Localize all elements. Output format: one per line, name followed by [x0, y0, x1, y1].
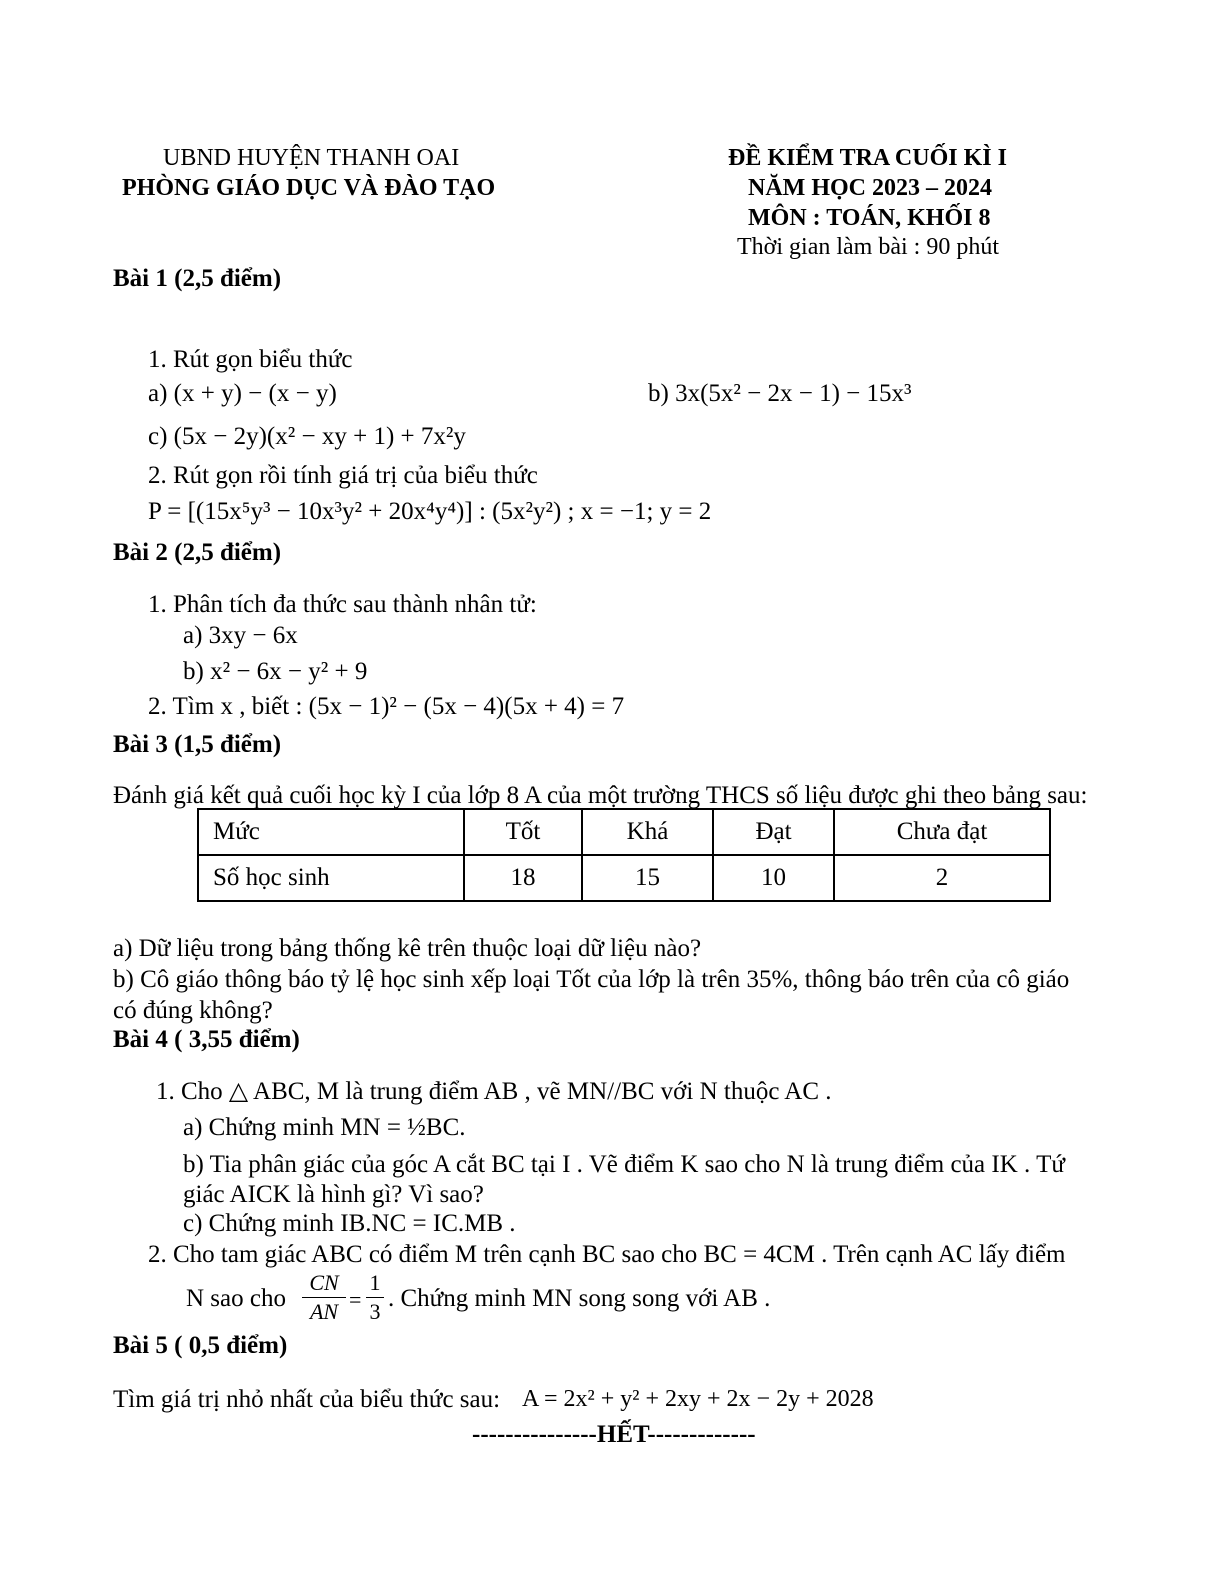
- header-duration: Thời gian làm bài : 90 phút: [737, 234, 999, 260]
- header-exam-title: ĐỀ KIỂM TRA CUỐI KÌ I: [728, 145, 1007, 171]
- bai2-question2: 2. Tìm x , biết : (5x − 1)² − (5x − 4)(5x + 4) = 7: [148, 693, 625, 720]
- bai4-question1b-line1: b) Tia phân giác của góc A cắt BC tại I . Vẽ điểm K sao cho N là trung điểm của IK . Tứ: [183, 1151, 1065, 1178]
- header-subject: MÔN : TOÁN, KHỐI 8: [748, 205, 991, 231]
- bai5-expression: A = 2x² + y² + 2xy + 2x − 2y + 2028: [522, 1386, 874, 1412]
- bai3-question-b-line2: có đúng không?: [113, 997, 273, 1024]
- table-cell: 10: [713, 855, 834, 901]
- table-header-cell: Chưa đạt: [834, 809, 1050, 855]
- table-cell: 18: [464, 855, 582, 901]
- bai3-question-a: a) Dữ liệu trong bảng thống kê trên thuộc loại dữ liệu nào?: [113, 935, 702, 962]
- table-header-cell: Tốt: [464, 809, 582, 855]
- bai2-question1b: b) x² − 6x − y² + 9: [183, 658, 368, 685]
- header-school-year: NĂM HỌC 2023 – 2024: [748, 175, 992, 201]
- bai3-intro: Đánh giá kết quả cuối học kỳ I của lớp 8 A của một trường THCS số liệu được ghi theo bảng sau:: [113, 782, 1088, 809]
- bai4-question1a: a) Chứng minh MN = ½BC.: [183, 1114, 466, 1141]
- fraction-denominator: AN: [309, 1299, 339, 1324]
- bai4-question1: 1. Cho △ ABC, M là trung điểm AB , vẽ MN//BC với N thuộc AC .: [156, 1078, 832, 1105]
- table-cell: 2: [834, 855, 1050, 901]
- table-cell: 15: [582, 855, 713, 901]
- bai2-question1: 1. Phân tích đa thức sau thành nhân tử:: [148, 591, 537, 618]
- bai4-question2-prefix: N sao cho: [186, 1285, 286, 1312]
- bai4-question1c: c) Chứng minh IB.NC = IC.MB .: [183, 1210, 516, 1237]
- bai2-question1a: a) 3xy − 6x: [183, 622, 298, 649]
- header-district: UBND HUYỆN THANH OAI: [163, 145, 460, 171]
- bai4-question1b-line2: giác AICK là hình gì? Vì sao?: [183, 1181, 484, 1208]
- fraction-bar: [366, 1297, 384, 1298]
- section-title-bai5: Bài 5 ( 0,5 điểm): [113, 1332, 288, 1359]
- bai4-question2-line1: 2. Cho tam giác ABC có điểm M trên cạnh BC sao cho BC = 4CM . Trên cạnh AC lấy điểm: [148, 1241, 1066, 1268]
- fraction-numerator: 1: [369, 1270, 381, 1295]
- results-table: [197, 808, 1051, 902]
- fraction-one-third: [366, 1272, 384, 1323]
- bai1-question1a: a) (x + y) − (x − y): [148, 380, 337, 407]
- fraction-cn-an: [302, 1272, 346, 1323]
- table-header-cell: Mức: [198, 809, 464, 855]
- table-cell: Số học sinh: [198, 855, 464, 901]
- header-department: PHÒNG GIÁO DỤC VÀ ĐÀO TẠO: [122, 175, 496, 201]
- table-header-cell: Khá: [582, 809, 713, 855]
- bai5-text: Tìm giá trị nhỏ nhất của biểu thức sau:: [113, 1386, 501, 1413]
- section-title-bai4: Bài 4 ( 3,55 điểm): [113, 1026, 300, 1053]
- bai4-question2-suffix: . Chứng minh MN song song với AB .: [388, 1285, 771, 1312]
- fraction-bar: [302, 1297, 346, 1298]
- table-header-row: [198, 809, 1050, 855]
- bai1-question1: 1. Rút gọn biểu thức: [148, 346, 353, 373]
- table-row: [198, 855, 1050, 901]
- fraction-equals: =: [349, 1287, 362, 1312]
- section-title-bai1: Bài 1 (2,5 điểm): [113, 265, 282, 292]
- bai3-question-b-line1: b) Cô giáo thông báo tỷ lệ học sinh xếp loại Tốt của lớp là trên 35%, thông báo trên của cô giáo: [113, 966, 1070, 993]
- section-title-bai2: Bài 2 (2,5 điểm): [113, 539, 282, 566]
- bai1-question1c: c) (5x − 2y)(x² − xy + 1) + 7x²y: [148, 423, 466, 450]
- bai1-question1b: b) 3x(5x² − 2x − 1) − 15x³: [648, 380, 912, 407]
- table-header-cell: Đạt: [713, 809, 834, 855]
- fraction-denominator: 3: [369, 1299, 381, 1324]
- bai1-question2-expression: P = [(15x⁵y³ − 10x³y² + 20x⁴y⁴)] : (5x²y²) ; x = −1; y = 2: [148, 498, 712, 525]
- fraction-numerator: CN: [309, 1270, 339, 1295]
- end-marker: ---------------HẾT-------------: [472, 1421, 756, 1448]
- bai1-question2: 2. Rút gọn rồi tính giá trị của biểu thức: [148, 462, 538, 489]
- section-title-bai3: Bài 3 (1,5 điểm): [113, 731, 282, 758]
